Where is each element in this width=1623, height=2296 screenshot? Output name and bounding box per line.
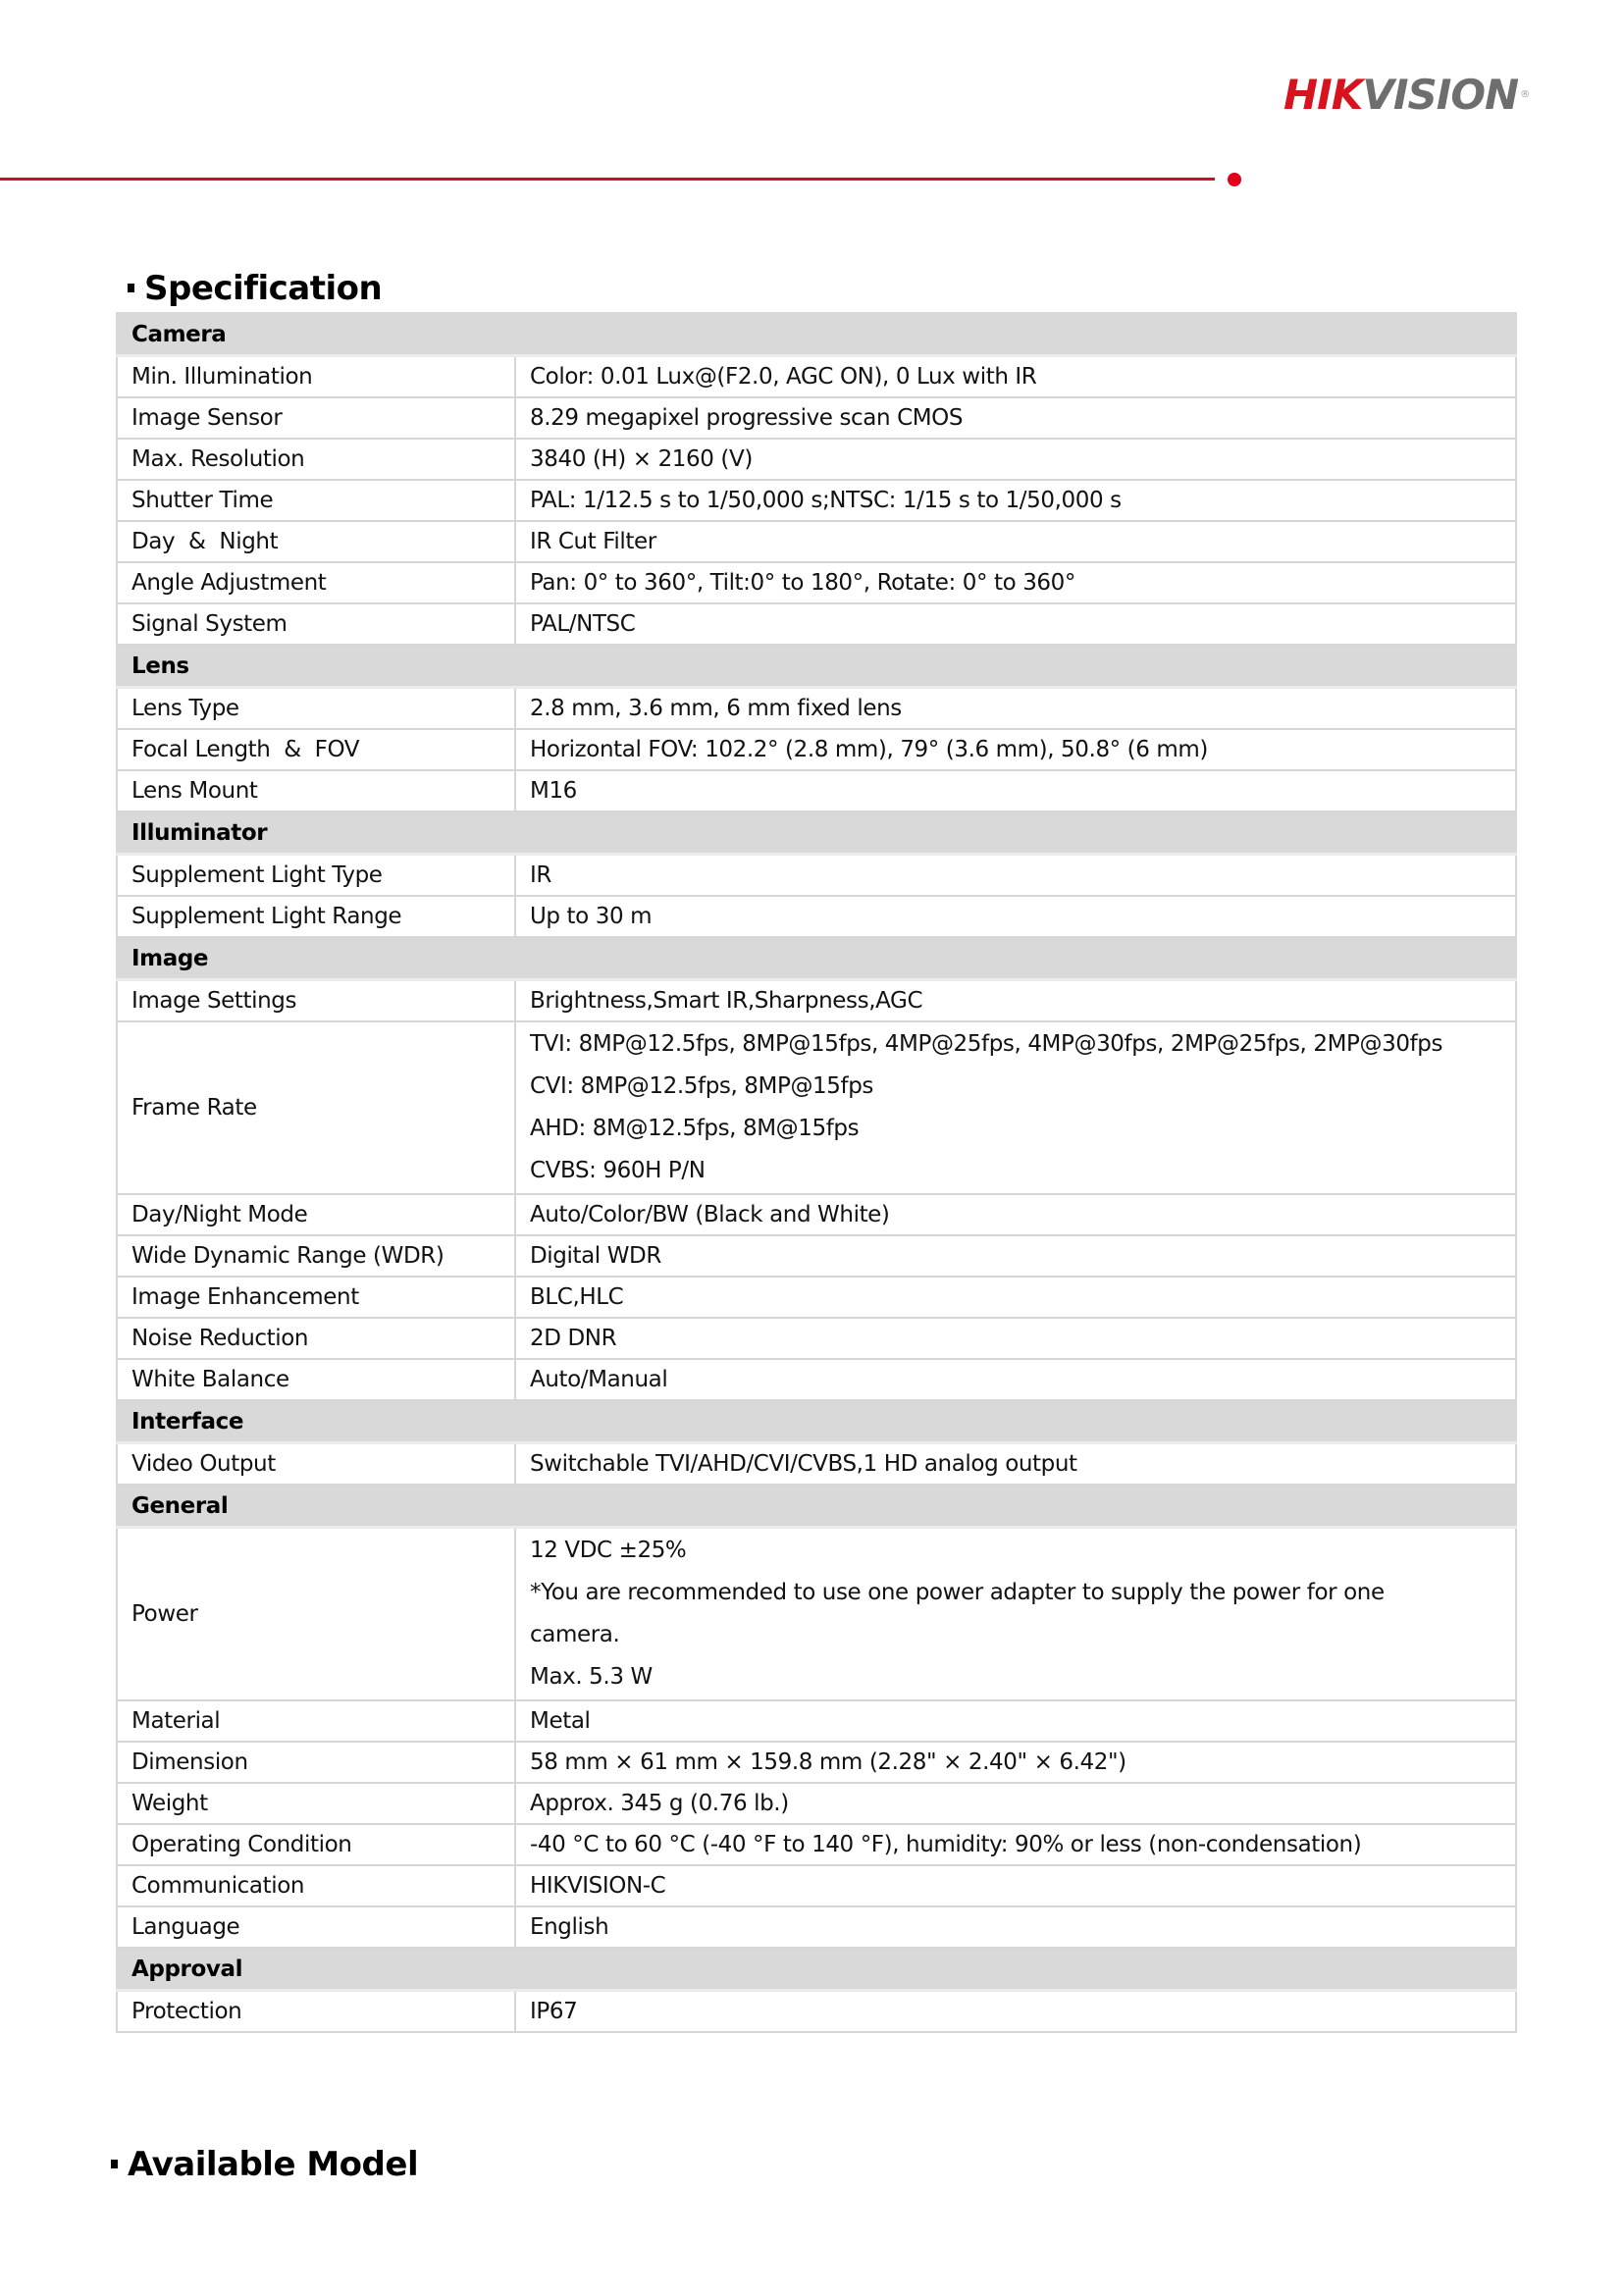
spec-label: Lens Mount <box>117 770 515 811</box>
table-row <box>117 1528 1516 1701</box>
available-model-heading-text: Available Model <box>128 2145 419 2184</box>
spec-label: Day & Night <box>117 521 515 562</box>
group-header: Lens <box>117 645 1516 688</box>
spec-value: 8.29 megapixel progressive scan CMOS <box>515 397 1516 439</box>
hikvision-logo <box>1283 71 1529 120</box>
spec-value-line: TVI: 8MP@12.5fps, 8MP@15fps, 4MP@25fps, 4MP@30fps, 2MP@25fps, 2MP@30fps <box>530 1031 1443 1057</box>
table-row <box>117 1906 1516 1948</box>
group-header: Illuminator <box>117 811 1516 855</box>
table-row <box>117 480 1516 521</box>
spec-value: Brightness,Smart IR,Sharpness,AGC <box>515 980 1516 1022</box>
table-row <box>117 1359 1516 1400</box>
logo-text-grey: VISION <box>1362 71 1519 119</box>
spec-value: BLC,HLC <box>515 1277 1516 1318</box>
group-header: Camera <box>117 313 1516 356</box>
table-row <box>117 729 1516 770</box>
spec-label: Supplement Light Type <box>117 855 515 897</box>
spec-value-line: CVBS: 960H P/N <box>530 1158 706 1183</box>
spec-label: Signal System <box>117 603 515 645</box>
table-row <box>117 770 1516 811</box>
spec-value: Auto/Color/BW (Black and White) <box>515 1194 1516 1235</box>
spec-value: PAL: 1/12.5 s to 1/50,000 s;NTSC: 1/15 s to 1/50,000 s <box>515 480 1516 521</box>
spec-value: Pan: 0° to 360°, Tilt:0° to 180°, Rotate: 0° to 360° <box>515 562 1516 603</box>
table-row <box>117 1700 1516 1742</box>
spec-label: Language <box>117 1906 515 1948</box>
group-header: Image <box>117 937 1516 980</box>
spec-label: Lens Type <box>117 688 515 730</box>
table-row <box>117 1235 1516 1277</box>
spec-value: Metal <box>515 1700 1516 1742</box>
spec-label: Max. Resolution <box>117 439 515 480</box>
table-row <box>117 1824 1516 1865</box>
table-row <box>117 1991 1516 2033</box>
spec-label: Power <box>117 1528 515 1701</box>
available-model-heading <box>111 2145 418 2184</box>
group-header-row <box>117 937 1516 980</box>
spec-value: Digital WDR <box>515 1235 1516 1277</box>
bullet-icon <box>111 2160 118 2168</box>
spec-value: Switchable TVI/AHD/CVI/CVBS,1 HD analog output <box>515 1443 1516 1486</box>
group-header: Interface <box>117 1400 1516 1443</box>
header-divider-line <box>0 178 1215 181</box>
spec-label: Noise Reduction <box>117 1318 515 1359</box>
table-row <box>117 855 1516 897</box>
spec-value: IP67 <box>515 1991 1516 2033</box>
spec-label: White Balance <box>117 1359 515 1400</box>
spec-value: 2.8 mm, 3.6 mm, 6 mm fixed lens <box>515 688 1516 730</box>
spec-label: Day/Night Mode <box>117 1194 515 1235</box>
table-row <box>117 1277 1516 1318</box>
spec-value: 58 mm × 61 mm × 159.8 mm (2.28" × 2.40" × 6.42") <box>515 1742 1516 1783</box>
spec-value: PAL/NTSC <box>515 603 1516 645</box>
spec-label: Angle Adjustment <box>117 562 515 603</box>
header-divider-dot <box>1228 173 1241 186</box>
table-row <box>117 1865 1516 1906</box>
registered-mark: ® <box>1520 89 1530 100</box>
spec-value-line: Max. 5.3 W <box>530 1664 653 1690</box>
spec-value: 3840 (H) × 2160 (V) <box>515 439 1516 480</box>
table-row <box>117 1194 1516 1235</box>
spec-value: 2D DNR <box>515 1318 1516 1359</box>
group-header: Approval <box>117 1948 1516 1991</box>
spec-value: -40 °C to 60 °C (-40 °F to 140 °F), humidity: 90% or less (non-condensation) <box>515 1824 1516 1865</box>
table-row <box>117 980 1516 1022</box>
group-header-row <box>117 811 1516 855</box>
spec-value-line: 12 VDC ±25% <box>530 1538 687 1563</box>
table-row <box>117 1443 1516 1486</box>
spec-label: Image Sensor <box>117 397 515 439</box>
spec-value: HIKVISION-C <box>515 1865 1516 1906</box>
table-row <box>117 397 1516 439</box>
spec-label: Shutter Time <box>117 480 515 521</box>
spec-label: Communication <box>117 1865 515 1906</box>
spec-label: Image Settings <box>117 980 515 1022</box>
logo-text-red: HIK <box>1283 71 1363 119</box>
spec-value-line: *You are recommended to use one power adapter to supply the power for one <box>530 1580 1385 1605</box>
spec-label: Focal Length & FOV <box>117 729 515 770</box>
spec-value: English <box>515 1906 1516 1948</box>
spec-label: Image Enhancement <box>117 1277 515 1318</box>
spec-label: Min. Illumination <box>117 356 515 398</box>
group-header-row <box>117 1400 1516 1443</box>
table-row <box>117 688 1516 730</box>
spec-label: Weight <box>117 1783 515 1824</box>
spec-value: M16 <box>515 770 1516 811</box>
spec-label: Protection <box>117 1991 515 2033</box>
spec-value: Auto/Manual <box>515 1359 1516 1400</box>
table-row <box>117 562 1516 603</box>
table-row <box>117 521 1516 562</box>
spec-value-line: camera. <box>530 1622 620 1647</box>
spec-label: Frame Rate <box>117 1021 515 1194</box>
group-header-row <box>117 1948 1516 1991</box>
specification-heading <box>128 269 382 308</box>
specification-heading-text: Specification <box>144 269 383 308</box>
spec-value: Approx. 345 g (0.76 lb.) <box>515 1783 1516 1824</box>
spec-value <box>515 1528 1516 1701</box>
group-header: General <box>117 1485 1516 1528</box>
table-row <box>117 603 1516 645</box>
spec-label: Video Output <box>117 1443 515 1486</box>
specification-table <box>116 312 1517 2033</box>
spec-value: IR Cut Filter <box>515 521 1516 562</box>
spec-value-line: CVI: 8MP@12.5fps, 8MP@15fps <box>530 1073 873 1099</box>
spec-value: IR <box>515 855 1516 897</box>
table-row <box>117 1318 1516 1359</box>
group-header-row <box>117 1485 1516 1528</box>
bullet-icon <box>128 284 134 292</box>
spec-label: Supplement Light Range <box>117 896 515 937</box>
spec-value: Horizontal FOV: 102.2° (2.8 mm), 79° (3.6 mm), 50.8° (6 mm) <box>515 729 1516 770</box>
spec-value: Up to 30 m <box>515 896 1516 937</box>
table-row <box>117 896 1516 937</box>
spec-value: Color: 0.01 Lux@(F2.0, AGC ON), 0 Lux with IR <box>515 356 1516 398</box>
table-row <box>117 439 1516 480</box>
spec-value <box>515 1021 1516 1194</box>
spec-label: Dimension <box>117 1742 515 1783</box>
spec-label: Material <box>117 1700 515 1742</box>
table-row <box>117 1742 1516 1783</box>
group-header-row <box>117 645 1516 688</box>
spec-value-line: AHD: 8M@12.5fps, 8M@15fps <box>530 1116 860 1141</box>
table-row <box>117 356 1516 398</box>
spec-label: Wide Dynamic Range (WDR) <box>117 1235 515 1277</box>
spec-label: Operating Condition <box>117 1824 515 1865</box>
table-row <box>117 1783 1516 1824</box>
table-row <box>117 1021 1516 1194</box>
group-header-row <box>117 313 1516 356</box>
